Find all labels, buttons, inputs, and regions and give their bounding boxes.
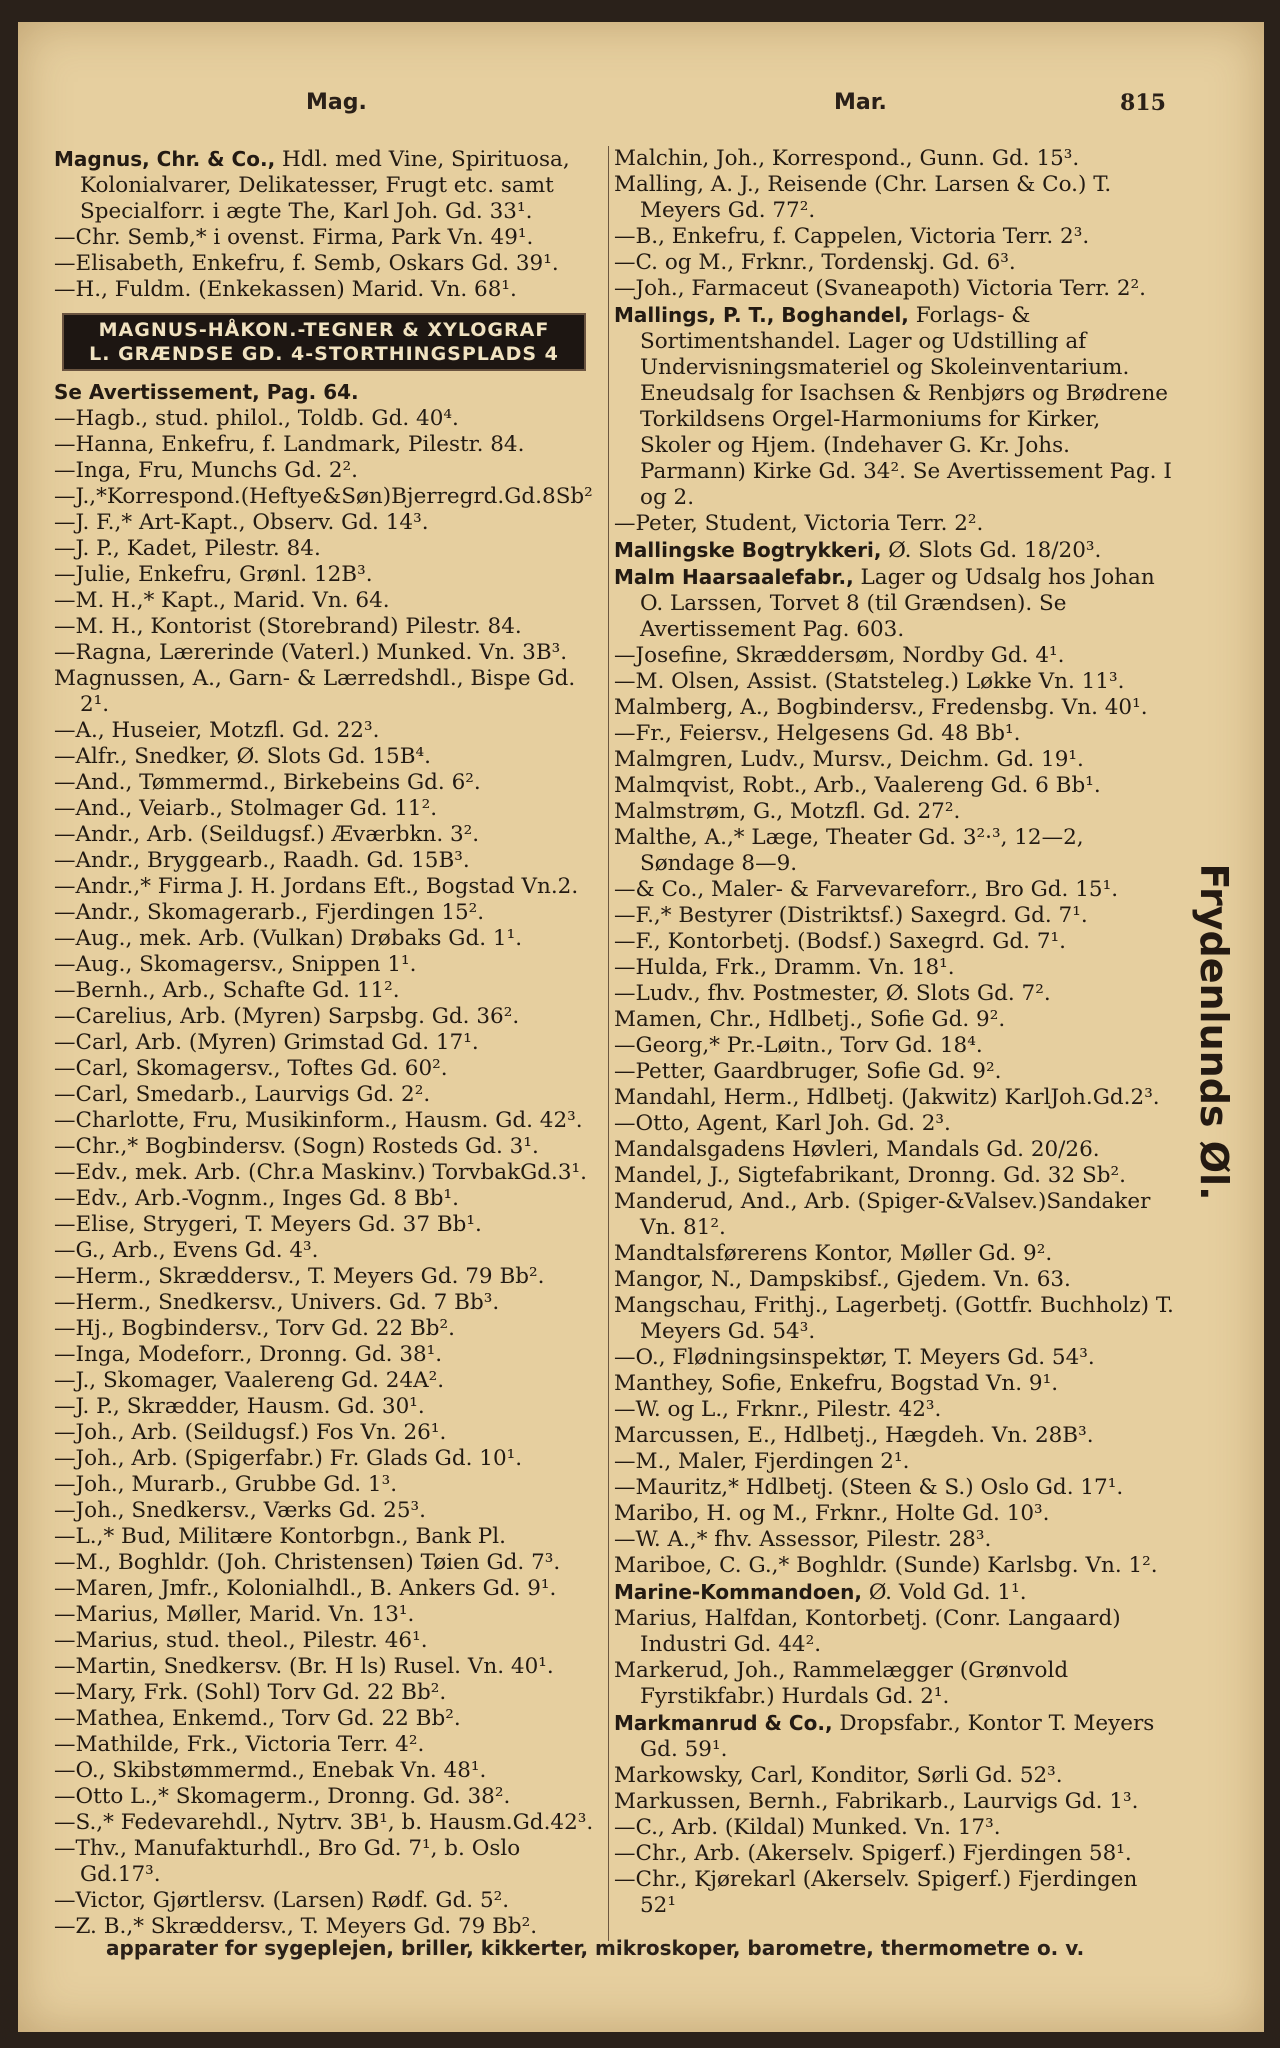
directory-entry [614, 1007, 1174, 1033]
entry-text: —Joh., Arb. (Spigerfabr.) Fr. Glads Gd. 10¹. [54, 1446, 523, 1471]
entry-text: —Carl, Smedarb., Laurvigs Gd. 2². [54, 1082, 431, 1107]
directory-entry [54, 1056, 606, 1082]
directory-entry [54, 225, 606, 251]
entry-text: —Carl, Arb. (Myren) Grimstad Gd. 17¹. [54, 1030, 479, 1055]
entry-text: —Edv., mek. Arb. (Chr.a Maskinv.) TorvbakGd.3¹. [54, 1160, 588, 1185]
side-advertisement [1186, 863, 1242, 1201]
entry-text: Hdl. med Vine, Spirituosa, Kolonialvarer, Delikatesser, Frugt etc. samt Specialforr. i ægte The, Karl Joh. Gd. 33¹. [80, 147, 570, 224]
entry-text: Mangor, N., Dampskibsf., Gjedem. Vn. 63. [614, 1267, 1071, 1292]
banner-line-1: MAGNUS-HÅKON.-TEGNER & XYLOGRAF [98, 319, 550, 341]
entry-text: —Hj., Bogbindersv., Torv Gd. 22 Bb². [54, 1316, 455, 1341]
entry-text: Manthey, Sofie, Enkefru, Bogstad Vn. 9¹. [614, 1371, 1059, 1396]
directory-entry [54, 640, 606, 666]
entry-text: Mamen, Chr., Hdlbetj., Sofie Gd. 9². [614, 1007, 1006, 1032]
entry-text: Malmstrøm, G., Motzfl. Gd. 27². [614, 799, 961, 824]
directory-entry [614, 1033, 1174, 1059]
entry-text: —Chr. Semb,* i ovenst. Firma, Park Vn. 49¹. [54, 225, 534, 250]
entry-text: Dropsfabr., Kontor T. Meyers Gd. 59¹. [640, 1711, 1155, 1762]
entry-text: Malmberg, A., Bogbindersv., Fredensbg. Vn. 40¹. [614, 695, 1148, 720]
entry-text: —Marius, stud. theol., Pilestr. 46¹. [54, 1628, 428, 1653]
directory-entry [614, 1501, 1174, 1527]
directory-entry [614, 172, 1174, 224]
directory-entry [614, 1553, 1174, 1579]
directory-entry [614, 1815, 1174, 1841]
entry-text: —H., Fuldm. (Enkekassen) Marid. Vn. 68¹. [54, 277, 517, 302]
directory-entry [54, 379, 606, 406]
entry-text: —Mary, Frk. (Sohl) Torv Gd. 22 Bb². [54, 1680, 447, 1705]
entry-text: —Ludv., fhv. Postmester, Ø. Slots Gd. 7². [614, 981, 1051, 1006]
entry-text: —J., Skomager, Vaalereng Gd. 24A². [54, 1368, 445, 1393]
entry-text: —Petter, Gaardbruger, Sofie Gd. 9². [614, 1059, 1002, 1084]
entry-text: —Andr., Skomagerarb., Fjerdingen 15². [54, 900, 485, 925]
directory-entry [54, 1238, 606, 1264]
directory-entry [54, 952, 606, 978]
entry-text: Malthe, A.,* Læge, Theater Gd. 3²·³, 12—2, Søndage 8—9. [614, 825, 1084, 876]
directory-entry [54, 1732, 606, 1758]
entry-text: —M. H.,* Kapt., Marid. Vn. 64. [54, 588, 390, 613]
entry-text: Mandalsgadens Høvleri, Mandals Gd. 20/26. [614, 1137, 1100, 1162]
directory-entry [614, 669, 1174, 695]
directory-entry [614, 643, 1174, 669]
column-divider [608, 146, 609, 1941]
entry-text: —Peter, Student, Victoria Terr. 2². [614, 511, 984, 536]
entry-text: —M., Maler, Fjerdingen 2¹. [614, 1449, 910, 1474]
directory-entry [614, 1449, 1174, 1475]
entry-text: Ø. Slots Gd. 18/20³. [881, 538, 1102, 563]
directory-entry [54, 458, 606, 484]
entry-text: —Ragna, Lærerinde (Vaterl.) Munked. Vn. 3B³. [54, 640, 568, 665]
directory-entry [54, 1784, 606, 1810]
footer-advertisement: apparater for sygeplejen, briller, kikkerter, mikroskoper, barometre, thermometre o. v. [106, 1936, 1085, 1960]
directory-entry [614, 1163, 1174, 1189]
directory-entry [614, 224, 1174, 250]
entry-text: Malling, A. J., Reisende (Chr. Larsen & Co.) T. Meyers Gd. 77². [614, 172, 1112, 223]
entry-text: —Herm., Snedkersv., Univers. Gd. 7 Bb³. [54, 1290, 500, 1315]
entry-text: —Z. B.,* Skræddersv., T. Meyers Gd. 79 Bb². [54, 1914, 538, 1939]
entry-text: —Hanna, Enkefru, f. Landmark, Pilestr. 84. [54, 432, 525, 457]
directory-entry [54, 1680, 606, 1706]
entry-text: —F.,* Bestyrer (Distriktsf.) Saxegrd. Gd. 7¹. [614, 903, 1088, 928]
directory-entry [54, 1602, 606, 1628]
directory-entry [54, 1186, 606, 1212]
entry-text: —And., Veiarb., Stolmager Gd. 11². [54, 796, 438, 821]
directory-entry [614, 1423, 1174, 1449]
entry-text: —Elise, Strygeri, T. Meyers Gd. 37 Bb¹. [54, 1212, 482, 1237]
directory-entry [54, 1134, 606, 1160]
entry-text: —Georg,* Pr.-Løitn., Torv Gd. 18⁴. [614, 1033, 983, 1058]
directory-entry [54, 796, 606, 822]
directory-entry [614, 1841, 1174, 1867]
directory-entry [54, 406, 606, 432]
directory-entry [54, 718, 606, 744]
directory-entry [54, 1472, 606, 1498]
directory-entry [54, 1758, 606, 1784]
entry-name-bold: Mallings, P. T., Boghandel, [614, 303, 909, 327]
directory-entry [54, 1524, 606, 1550]
entry-text: —Mathilde, Frk., Victoria Terr. 4². [54, 1732, 425, 1757]
directory-entry [54, 770, 606, 796]
directory-entry [614, 825, 1174, 877]
directory-entry [614, 1579, 1174, 1606]
directory-entry [54, 874, 606, 900]
directory-entry [614, 1789, 1174, 1815]
entry-text: Mangschau, Frithj., Lagerbetj. (Gottfr. Buchholz) T. Meyers Gd. 54³. [614, 1293, 1174, 1344]
entry-text: Maribo, H. og M., Frknr., Holte Gd. 10³. [614, 1501, 1050, 1526]
directory-entry [54, 1108, 606, 1134]
entry-text: —Inga, Fru, Munchs Gd. 2². [54, 458, 359, 483]
entry-text: —W. A.,* fhv. Assessor, Pilestr. 28³. [614, 1527, 992, 1552]
entry-text: —J. P., Kadet, Pilestr. 84. [54, 536, 321, 561]
entry-text: Ø. Vold Gd. 1¹. [861, 1580, 1027, 1605]
directory-entry [614, 747, 1174, 773]
entry-text: Manderud, And., Arb. (Spiger-&Valsev.)Sandaker Vn. 81². [614, 1189, 1151, 1240]
entry-text: —J. P., Skrædder, Hausm. Gd. 30¹. [54, 1394, 425, 1419]
directory-entry [54, 978, 606, 1004]
directory-entry [54, 614, 606, 640]
entry-text: —& Co., Maler- & Farvevareforr., Bro Gd. 15¹. [614, 877, 1119, 902]
entry-text: —Andr., Arb. (Seildugsf.) Æværbkn. 3². [54, 822, 480, 847]
entry-text: —Thv., Manufakturhdl., Bro Gd. 7¹, b. Oslo Gd.17³. [54, 1836, 521, 1887]
directory-entry [54, 1576, 606, 1602]
entry-name-bold: Malm Haarsaalefabr., [614, 565, 854, 589]
directory-entry [614, 1137, 1174, 1163]
directory-entry [54, 1498, 606, 1524]
directory-entry [614, 981, 1174, 1007]
directory-entry [614, 1867, 1174, 1919]
directory-entry [614, 1397, 1174, 1423]
directory-entry [614, 1241, 1174, 1267]
entry-text: —Bernh., Arb., Schafte Gd. 11². [54, 978, 400, 1003]
directory-entry [614, 1710, 1174, 1763]
entry-name-bold: Mallingske Bogtrykkeri, [614, 538, 882, 562]
entry-text: —Andr., Bryggearb., Raadh. Gd. 15B³. [54, 848, 470, 873]
directory-entry [614, 1606, 1174, 1658]
directory-entry [614, 1371, 1174, 1397]
entry-text: —S.,* Fedevarehdl., Nytrv. 3B¹, b. Hausm.Gd.42³. [54, 1810, 594, 1835]
entry-text: Malmgren, Ludv., Mursv., Deichm. Gd. 19¹. [614, 747, 1084, 772]
directory-entry [54, 432, 606, 458]
directory-entry [54, 1810, 606, 1836]
directory-entry [54, 536, 606, 562]
entry-text: —Hulda, Frk., Dramm. Vn. 18¹. [614, 955, 955, 980]
directory-entry [54, 744, 606, 770]
right-column [614, 146, 1174, 1919]
entry-text: —Mathea, Enkemd., Torv Gd. 22 Bb². [54, 1706, 461, 1731]
directory-entry [54, 848, 606, 874]
entry-text: —M., Boghldr. (Joh. Christensen) Tøien Gd. 7³. [54, 1550, 561, 1575]
entry-text: Mandel, J., Sigtefabrikant, Dronng. Gd. 32 Sb². [614, 1163, 1126, 1188]
directory-entry [54, 1706, 606, 1732]
entry-text: —Carelius, Arb. (Myren) Sarpsbg. Gd. 36². [54, 1004, 520, 1029]
entry-text: Markowsky, Carl, Konditor, Sørli Gd. 52³. [614, 1763, 1063, 1788]
entry-text: Markussen, Bernh., Fabrikarb., Laurvigs Gd. 1³. [614, 1789, 1139, 1814]
entry-text: —Julie, Enkefru, Grønl. 12B³. [54, 562, 373, 587]
directory-entry [614, 511, 1174, 537]
advertisement-banner [62, 313, 586, 371]
directory-entry [614, 929, 1174, 955]
directory-entry [614, 695, 1174, 721]
entry-text: —Victor, Gjørtlersv. (Larsen) Rødf. Gd. 5². [54, 1888, 510, 1913]
page-number: 815 [1120, 90, 1166, 116]
entry-text: —Chr.,* Bogbindersv. (Sogn) Rosteds Gd. 3¹. [54, 1134, 539, 1159]
left-entries-top [54, 146, 606, 303]
directory-entry [614, 877, 1174, 903]
left-entries-bottom [54, 379, 606, 1940]
directory-entry [54, 1030, 606, 1056]
entry-text: Mandtalsførerens Kontor, Møller Gd. 9². [614, 1241, 1053, 1266]
directory-entry [54, 484, 606, 510]
directory-entry [54, 1628, 606, 1654]
entry-text: —Carl, Skomagersv., Toftes Gd. 60². [54, 1056, 448, 1081]
entry-text: —Martin, Snedkersv. (Br. H ls) Rusel. Vn. 40¹. [54, 1654, 554, 1679]
entry-text: —G., Arb., Evens Gd. 4³. [54, 1238, 319, 1263]
directory-entry [54, 146, 606, 225]
entry-text: —Chr., Kjørekarl (Akerselv. Spigerf.) Fjerdingen 52¹ [614, 1867, 1138, 1918]
entry-text: Mandahl, Herm., Hdlbetj. (Jakwitz) KarlJoh.Gd.2³. [614, 1085, 1160, 1110]
directory-entry [614, 955, 1174, 981]
entry-text: —Otto L.,* Skomagerm., Dronng. Gd. 38². [54, 1784, 511, 1809]
directory-entry [54, 1550, 606, 1576]
directory-entry [54, 822, 606, 848]
directory-entry [54, 1394, 606, 1420]
entry-text: —Otto, Agent, Karl Joh. Gd. 2³. [614, 1111, 951, 1136]
entry-text: —Edv., Arb.-Vognm., Inges Gd. 8 Bb¹. [54, 1186, 459, 1211]
entry-name-bold: Marine-Kommandoen, [614, 1580, 862, 1604]
directory-entry [614, 1189, 1174, 1241]
directory-entry [614, 1475, 1174, 1501]
directory-entry [614, 276, 1174, 302]
directory-entry [614, 1111, 1174, 1137]
entry-text: —W. og L., Frknr., Pilestr. 42³. [614, 1397, 942, 1422]
entry-text: —Hagb., stud. philol., Toldb. Gd. 40⁴. [54, 406, 459, 431]
entry-text: —M. H., Kontorist (Storebrand) Pilestr. 84. [54, 614, 522, 639]
directory-entry [614, 537, 1174, 564]
directory-entry [614, 799, 1174, 825]
entry-text: —Aug., Skomagersv., Snippen 1¹. [54, 952, 417, 977]
entry-text: —B., Enkefru, f. Cappelen, Victoria Terr. 2³. [614, 224, 1090, 249]
entry-text: —L.,* Bud, Militære Kontorbgn., Bank Pl. [54, 1524, 506, 1549]
side-advertisement-text: Frydenlunds Øl. [1192, 863, 1236, 1201]
directory-entry [54, 926, 606, 952]
directory-entry [54, 666, 606, 718]
entry-text: —Charlotte, Fru, Musikinform., Hausm. Gd. 42³. [54, 1108, 583, 1133]
directory-entry [614, 1345, 1174, 1371]
directory-entry [54, 1004, 606, 1030]
entry-text: Forlags- & Sortimentshandel. Lager og Udstilling af Undervisningsmateriel og Skoleinventarium. Eneudsalg for Isachsen & Renbjørs og Brødrene Torkildsens Orgel-Harmoniums for Kirker, Skoler og Hjem. (Indehaver G. Kr. Johs. Parmann) Kirke Gd. 34². Se Avertissement Pag. I og 2. [640, 303, 1172, 510]
directory-entry [614, 1293, 1174, 1345]
directory-entry [54, 251, 606, 277]
directory-entry [54, 562, 606, 588]
entry-text: —C. og M., Frknr., Tordenskj. Gd. 6³. [614, 250, 1016, 275]
entry-text: —Aug., mek. Arb. (Vulkan) Drøbaks Gd. 1¹. [54, 926, 523, 951]
left-column [54, 146, 606, 1940]
entry-text: Magnussen, A., Garn- & Lærredshdl., Bispe Gd. 2¹. [54, 666, 576, 717]
entry-text: —Joh., Snedkersv., Værks Gd. 25³. [54, 1498, 426, 1523]
header-center-keyword: Mar. [834, 90, 887, 115]
entry-text: —Inga, Modeforr., Dronng. Gd. 38¹. [54, 1342, 443, 1367]
entry-text: Marius, Halfdan, Kontorbetj. (Conr. Langaard) Industri Gd. 44². [614, 1606, 1121, 1657]
entry-text: —Mauritz,* Hdlbetj. (Steen & S.) Oslo Gd. 17¹. [614, 1475, 1124, 1500]
entry-text: —J. F.,* Art-Kapt., Observ. Gd. 14³. [54, 510, 429, 535]
entry-name-bold: Se Avertissement, Pag. 64. [54, 380, 359, 404]
entry-text: —J.,*Korrespond.(Heftye&Søn)Bjerregrd.Gd.8Sb² [54, 484, 593, 509]
entry-text: —A., Huseier, Motzfl. Gd. 22³. [54, 718, 380, 743]
entry-text: Mariboe, C. G.,* Boghldr. (Sunde) Karlsbg. Vn. 1². [614, 1553, 1158, 1578]
directory-entry [614, 903, 1174, 929]
directory-entry [614, 773, 1174, 799]
directory-entry [54, 277, 606, 303]
entry-text: —O., Flødningsinspektør, T. Meyers Gd. 54³. [614, 1345, 1095, 1370]
directory-entry [614, 1527, 1174, 1553]
entry-text: —M. Olsen, Assist. (Statsteleg.) Løkke Vn. 11³. [614, 669, 1125, 694]
entry-text: —Herm., Skræddersv., T. Meyers Gd. 79 Bb². [54, 1264, 545, 1289]
directory-page [18, 22, 1264, 2032]
directory-entry [614, 1763, 1174, 1789]
entry-text: Marcussen, E., Hdlbetj., Hægdeh. Vn. 28B³. [614, 1423, 1094, 1448]
directory-entry [54, 1368, 606, 1394]
directory-entry [614, 721, 1174, 747]
entry-text: —Alfr., Snedker, Ø. Slots Gd. 15B⁴. [54, 744, 431, 769]
entry-text: —Joh., Farmaceut (Svaneapoth) Victoria Terr. 2². [614, 276, 1146, 301]
directory-entry [54, 1342, 606, 1368]
entry-text: —O., Skibstømmermd., Enebak Vn. 48¹. [54, 1758, 487, 1783]
entry-text: —Fr., Feiersv., Helgesens Gd. 48 Bb¹. [614, 721, 1021, 746]
entry-text: —And., Tømmermd., Birkebeins Gd. 6². [54, 770, 481, 795]
directory-entry [54, 1264, 606, 1290]
directory-entry [54, 1082, 606, 1108]
directory-entry [54, 1446, 606, 1472]
directory-entry [614, 1267, 1174, 1293]
entry-text: —Chr., Arb. (Akerselv. Spigerf.) Fjerdingen 58¹. [614, 1841, 1132, 1866]
entry-text: —Maren, Jmfr., Kolonialhdl., B. Ankers Gd. 9¹. [54, 1576, 557, 1601]
directory-entry [54, 1316, 606, 1342]
directory-entry [614, 1658, 1174, 1710]
directory-entry [614, 146, 1174, 172]
directory-entry [614, 1059, 1174, 1085]
entry-text: Malmqvist, Robt., Arb., Vaalereng Gd. 6 Bb¹. [614, 773, 1101, 798]
directory-entry [54, 1160, 606, 1186]
entry-text: —Elisabeth, Enkefru, f. Semb, Oskars Gd. 39¹. [54, 251, 559, 276]
directory-entry [54, 1888, 606, 1914]
entry-text: —Joh., Arb. (Seildugsf.) Fos Vn. 26¹. [54, 1420, 447, 1445]
directory-entry [54, 900, 606, 926]
banner-line-2: L. GRÆNDSE GD. 4-STORTHINGSPLADS 4 [89, 343, 559, 365]
entry-name-bold: Markmanrud & Co., [614, 1711, 833, 1735]
entry-text: —F., Kontorbetj. (Bodsf.) Saxegrd. Gd. 7¹. [614, 929, 1066, 954]
entry-text: —C., Arb. (Kildal) Munked. Vn. 17³. [614, 1815, 1001, 1840]
entry-text: —Andr.,* Firma J. H. Jordans Eft., Bogstad Vn.2. [54, 874, 579, 899]
directory-entry [614, 564, 1174, 643]
directory-entry [614, 1085, 1174, 1111]
directory-entry [54, 1420, 606, 1446]
entry-text: —Marius, Møller, Marid. Vn. 13¹. [54, 1602, 415, 1627]
entry-name-bold: Magnus, Chr. & Co., [54, 147, 276, 171]
entry-text: Malchin, Joh., Korrespond., Gunn. Gd. 15³. [614, 146, 1080, 171]
directory-entry [54, 1836, 606, 1888]
directory-entry [54, 588, 606, 614]
directory-entry [54, 1212, 606, 1238]
entry-text: Lager og Udsalg hos Johan O. Larssen, Torvet 8 (til Grændsen). Se Avertissement Pag. 603. [640, 565, 1155, 642]
directory-entry [614, 250, 1174, 276]
header-left-keyword: Mag. [306, 90, 367, 115]
entry-text: —Joh., Murarb., Grubbe Gd. 1³. [54, 1472, 398, 1497]
directory-entry [614, 302, 1174, 511]
entry-text: —Josefine, Skræddersøm, Nordby Gd. 4¹. [614, 643, 1065, 668]
directory-entry [54, 1290, 606, 1316]
entry-text: Markerud, Joh., Rammelægger (Grønvold Fyrstikfabr.) Hurdals Gd. 2¹. [614, 1658, 1069, 1709]
directory-entry [54, 510, 606, 536]
directory-entry [54, 1654, 606, 1680]
